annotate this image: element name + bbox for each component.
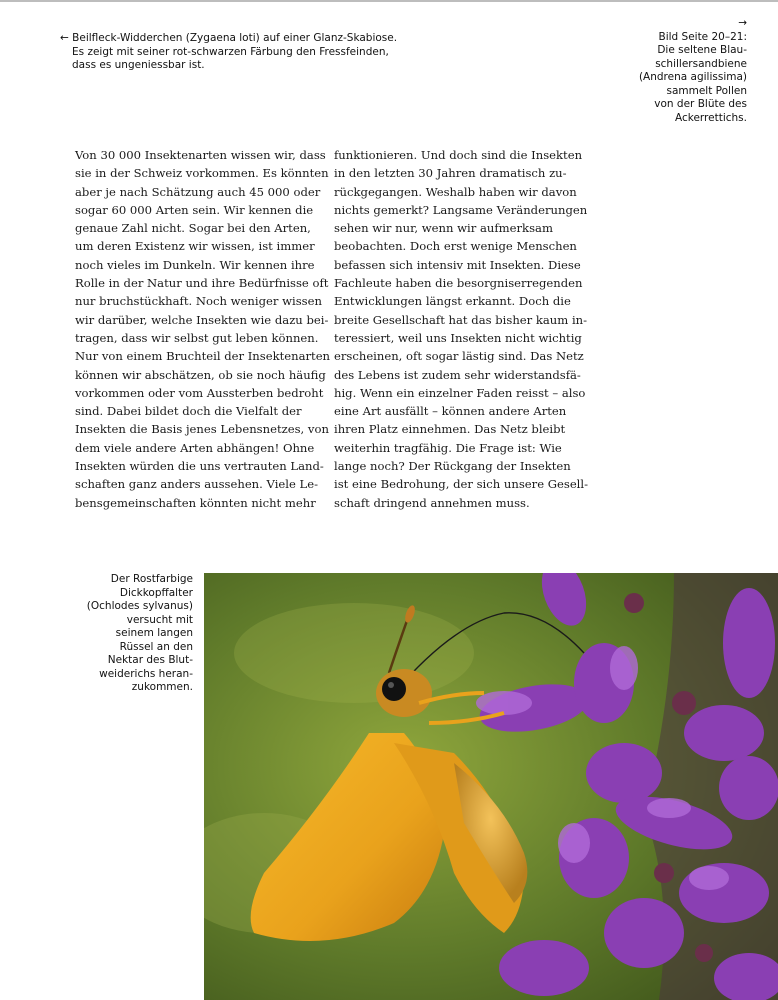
body-line: sogar 60 000 Arten sein. Wir kennen die <box>75 202 314 217</box>
body-line: in den letzten 30 Jahren dramatisch zu- <box>334 166 567 181</box>
body-line: sind. Dabei bildet doch die Vielfalt der <box>75 404 302 419</box>
caption-photo-line: Nektar des Blut- <box>107 654 193 666</box>
body-line: weiterhin tragfähig. Die Frage ist: Wie <box>334 440 562 455</box>
caption-photo-line: seinem langen <box>115 627 193 639</box>
caption-top-left-line-2: Es zeigt mit seiner rot-schwarzen Färbung den Fressfeinden, <box>72 45 389 58</box>
butterfly-photo-illustration <box>204 573 778 1000</box>
butterfly-photo <box>204 573 778 1000</box>
caption-top-right-line: Bild Seite 20–21: <box>658 30 747 43</box>
caption-photo <box>60 573 193 695</box>
body-line: Fachleute haben die besorgniserregenden <box>334 276 583 291</box>
right-arrow-icon: → <box>738 17 747 29</box>
caption-photo-line: Der Rostfarbige <box>110 573 193 585</box>
body-column-2 <box>334 146 589 512</box>
body-line: Insekten würden die uns vertrauten Land- <box>75 459 324 474</box>
body-line: rückgegangen. Weshalb haben wir davon <box>334 184 577 199</box>
body-line: Rolle in der Natur und ihre Bedürfnisse oft <box>75 276 329 291</box>
caption-top-right-line: von der Blüte des <box>654 98 747 110</box>
body-line: Insekten die Basis jenes Lebensnetzes, von <box>75 422 329 437</box>
caption-top-right-line: Die seltene Blau- <box>657 44 747 56</box>
caption-photo-line: (Ochlodes sylvanus) <box>86 600 193 612</box>
body-column-1 <box>75 146 331 512</box>
left-arrow-icon: ← <box>60 32 69 44</box>
body-line: ist eine Bedrohung, der sich unsere Gesell- <box>334 477 589 492</box>
body-line: sie in der Schweiz vorkommen. Es könnten <box>75 166 329 181</box>
body-line: schaft dringend annehmen muss. <box>334 495 530 510</box>
body-line: befassen sich intensiv mit Insekten. Diese <box>334 257 581 272</box>
caption-photo-line: Dickkopffalter <box>119 586 193 599</box>
body-line: sehen wir nur, wenn wir aufmerksam <box>334 221 553 236</box>
body-line: können wir abschätzen, ob sie noch häufig <box>75 367 326 382</box>
body-line: schaften ganz anders aussehen. Viele Le- <box>75 477 318 492</box>
body-line: genaue Zahl nicht. Sogar bei den Arten, <box>75 221 311 236</box>
body-line: tragen, dass wir selbst gut leben können. <box>75 330 319 345</box>
body-line: hig. Wenn ein einzelner Faden reisst – also <box>334 385 586 400</box>
caption-top-left-line-1 <box>60 32 440 46</box>
body-line: noch vieles im Dunkeln. Wir kennen ihre <box>75 257 315 272</box>
caption-photo-line: versucht mit <box>126 613 193 626</box>
body-line: wir darüber, welche Insekten wie dazu bei- <box>75 312 329 327</box>
body-line: des Lebens ist zudem sehr widerstandsfä- <box>334 367 581 382</box>
body-line: beobachten. Doch erst wenige Menschen <box>334 239 577 254</box>
top-rule <box>0 0 778 2</box>
caption-top-right-line: Ackerrettichs. <box>674 111 747 124</box>
body-line: breite Gesellschaft hat das bisher kaum in- <box>334 312 588 327</box>
body-line: ihren Platz einnehmen. Das Netz bleibt <box>334 422 566 437</box>
body-line: aber je nach Schätzung auch 45 000 oder <box>75 184 321 199</box>
caption-photo-line: weiderichs heran- <box>99 667 193 680</box>
body-line: Von 30 000 Insektenarten wissen wir, dass <box>75 148 326 162</box>
caption-photo-line: Rüssel an den <box>119 640 193 653</box>
body-line: um deren Existenz wir wissen, ist immer <box>75 239 315 254</box>
body-line: Entwicklungen längst erkannt. Doch die <box>334 294 571 309</box>
caption-top-right-line: schillersandbiene <box>655 57 747 70</box>
body-line: Nur von einem Bruchteil der Insektenarten <box>75 349 331 364</box>
caption-top-left-line-3: dass es ungeniessbar ist. <box>72 59 205 71</box>
body-line: nur bruchstückhaft. Noch weniger wissen <box>75 294 322 309</box>
caption-top-left <box>60 32 440 73</box>
caption-top-right <box>600 17 747 125</box>
body-line: bensgemeinschaften könnten nicht mehr <box>75 495 316 510</box>
body-line: erscheinen, oft sogar lästig sind. Das Netz <box>334 349 584 364</box>
caption-photo-line: zukommen. <box>131 681 193 693</box>
body-line: dem viele andere Arten abhängen! Ohne <box>75 440 315 455</box>
body-line: eine Art ausfällt – können andere Arten <box>334 404 567 419</box>
caption-text: Beilfleck-Widderchen (Zygaena loti) auf einer Glanz-Skabiose. <box>72 32 398 44</box>
body-line: teressiert, weil uns Insekten nicht wichtig <box>334 330 582 345</box>
caption-top-right-line: sammelt Pollen <box>666 84 747 97</box>
body-line: vorkommen oder vom Aussterben bedroht <box>75 385 324 400</box>
body-line: funktionieren. Und doch sind die Insekten <box>334 148 583 162</box>
caption-top-right-line: (Andrena agilissima) <box>638 71 747 83</box>
body-line: lange noch? Der Rückgang der Insekten <box>334 459 571 474</box>
body-line: nichts gemerkt? Langsame Veränderungen <box>334 202 588 217</box>
